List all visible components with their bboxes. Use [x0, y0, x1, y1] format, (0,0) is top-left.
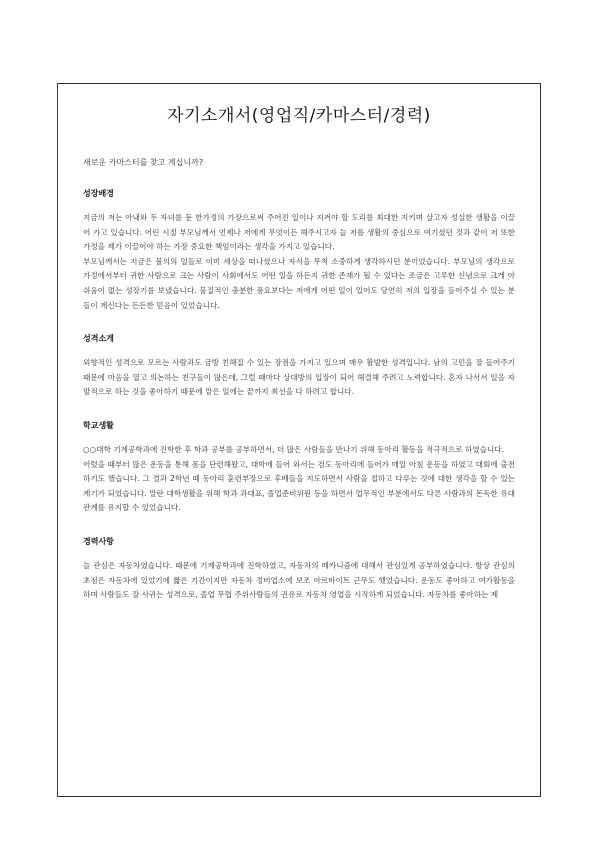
document-frame — [57, 83, 541, 797]
section-paragraph: ○○대학 기계공학과에 진학한 후 학과 공부를 공부하면서, 더 많은 사람들을 만나기 위해 동아리 활동을 적극적으로 하였습니다. — [83, 444, 505, 454]
section-paragraph: 외향적인 성격으로 모르는 사람과도 금방 친해질 수 있는 장점을 가지고 있으며 매우 활발한 성격입니다. 남의 고민을 잘 들어주기 때문에 마음을 열고 의논하는 친구들이 많은데, 그럴 때마다 상대방의 입장이 되어 해결해 주려고 노력합니다. 혼자 나서서 일을 자발적으로 하는 것을 좋아하기 때문에 맡은 일에는 끝까지 최선을 다 하려고 합니다. — [83, 358, 515, 397]
section-heading: 경력사항 — [83, 536, 114, 546]
section-heading: 성장배경 — [83, 189, 114, 198]
section-growth-background — [83, 188, 515, 313]
section-heading: 학교생활 — [83, 420, 114, 430]
section-school-life — [83, 420, 515, 516]
section-career — [83, 536, 515, 603]
section-personality — [83, 333, 515, 400]
section-paragraph: 어렸을 때부터 많은 운동을 통해 몸을 단련해왔고, 대학에 들어 와서는 검도 동아리에 들어가 매일 아침 운동을 하였고 대회에 출전하기도 했습니다. 그 결과 2학년 때 동아리 훈련부장으로 후배들을 지도하면서 사람을 접하고 다루는 것에 대한 생각을 할 수 있는 계기가 되었습니다. 말란 대학생활을 위해 학과 과대표, 졸업준비위원 등을 하면서 업무적인 부분에서도 다른 사람과의 돈독한 유대관계를 유지할 수 있었습니다. — [83, 459, 515, 513]
greeting-line: 새로운 카마스터를 찾고 계십니까? — [83, 158, 204, 167]
section-heading: 성격소개 — [83, 334, 114, 344]
section-paragraph: 지금의 저는 아내와 두 자녀를 둔 한가정의 가장으로써 주어진 일이나 지켜야 할 도리를 최대한 지키며 살고자 성실한 생활을 이끌어 가고 있습니다. 어린 시절 부모님께서 언제나 저에게 무엇이든 해주시고자 늘 저를 생활의 중심으로 여기셨던 것과 같이 저 또한 가정을 제가 이끌어야 하는 가장 중요한 책임이라는 생각을 가지고 있습니다. — [83, 213, 515, 252]
document-title: 자기소개서(영업직/카마스터/경력) — [167, 106, 431, 126]
section-paragraph: 늘 관심은 자동차였습니다. 때문에 기계공학과에 진학하였고, 자동차의 메카니즘에 대해서 관심있게 공부하였습니다. 항상 관심의 초점은 자동차에 있었기에 짧은 기간이지만 자동차 정비업소에 보조 아르바이트 근무도 했었습니다. 운동도 좋아하고 여가활동을 하며 사람들도 잘 사귀는 성격으로, 졸업 무렵 주위사람들의 권유로 자동차 영업을 시작하게 되었습니다. 자동차를 좋아하는 제 — [83, 560, 515, 600]
section-paragraph: 부모님께서는 지금은 불의의 일들로 이미 세상을 떠나셨으나 자식을 무척 소중하게 생각하시던 분이었습니다. 부모님의 생각으로 가정에서부터 귀한 사람으로 크는 사람이 사회에서도 어떤 일을 하든지 귀한 존재가 될 수 있다는 조금은 고루한 신념으로 크게 아쉬움이 없는 성장기를 보냈습니다. 물질적인 충분한 풍요보다는 저에게 어떤 일이 있어도 당연히 저의 입장을 들어주실 수 있는 분들이 계신다는 든든한 믿음이 있었습니다. — [83, 256, 515, 310]
